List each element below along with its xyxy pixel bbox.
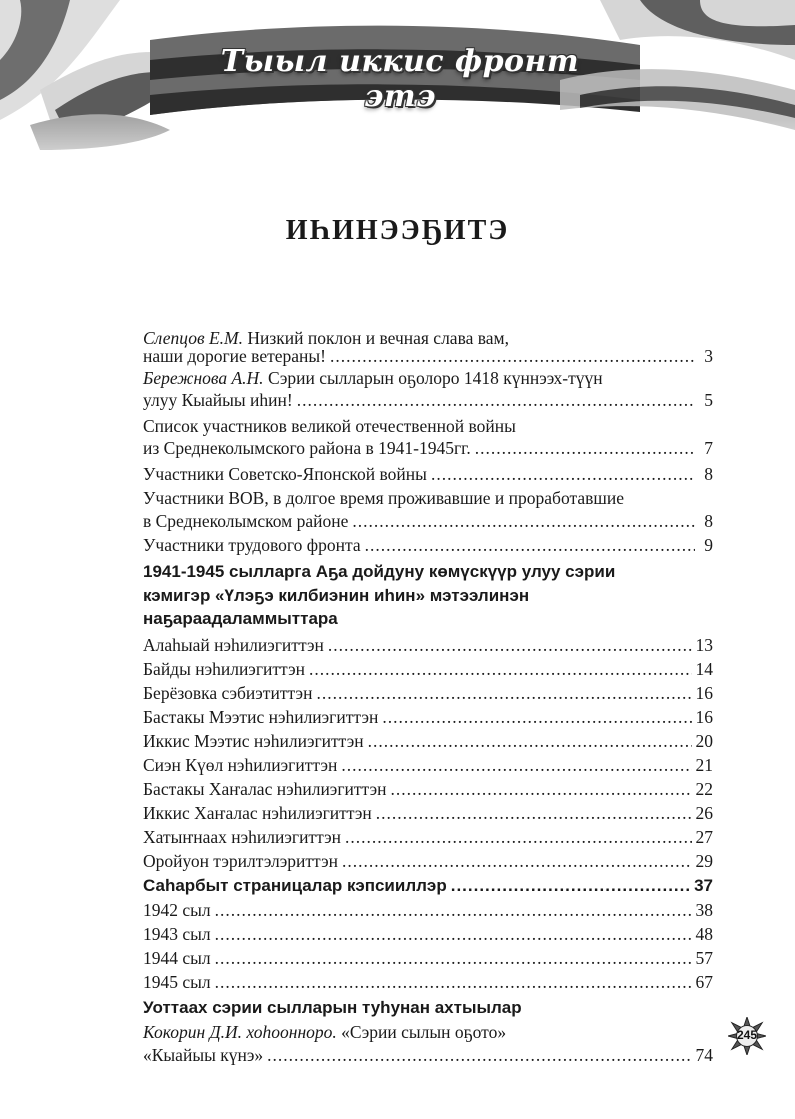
toc-leader-dots xyxy=(451,875,690,897)
toc-entry-text xyxy=(143,415,516,437)
toc-leader-dots xyxy=(297,389,695,411)
toc-page-number: 20 xyxy=(695,731,713,751)
toc-leader-dots xyxy=(328,634,692,656)
toc-entry-text xyxy=(143,561,615,583)
toc-entry-text xyxy=(143,923,211,945)
toc-entry-text xyxy=(143,510,348,532)
toc-entry xyxy=(143,585,713,607)
toc-entry-text xyxy=(143,585,529,607)
toc-entry-title: Иккис Хаҥалас нэһилиэгиттэн xyxy=(143,803,372,823)
toc-page-number: 16 xyxy=(695,707,713,727)
toc-leader-dots xyxy=(475,437,695,459)
toc-entry-text xyxy=(143,463,427,485)
toc-entry-title: Хатыҥнаах нэһилиэгиттэн xyxy=(143,827,342,847)
toc-entry-title: 1941-1945 сылларга Аҕа дойдуну көмүскүүр улуу сэрии xyxy=(143,562,616,581)
toc-entry xyxy=(143,971,713,993)
toc-entry-text xyxy=(143,706,378,728)
toc-entry-text xyxy=(143,345,326,367)
toc-entry-text xyxy=(143,850,338,872)
toc-entry xyxy=(143,997,713,1019)
toc-entry-title: Список участников великой отечественной войны xyxy=(143,416,516,436)
toc-entry xyxy=(143,802,713,824)
toc-page-number: 8 xyxy=(704,511,713,531)
toc-entry-title: «Кыайыы күнэ» xyxy=(143,1045,264,1065)
toc-entry-title: улуу Кыайыы иһин! xyxy=(143,390,293,410)
toc-entry-text xyxy=(143,534,361,556)
toc-entry xyxy=(143,875,713,897)
toc-entry-title: 1944 сыл xyxy=(143,948,211,968)
toc-page-number: 9 xyxy=(704,535,713,555)
toc-entry-text xyxy=(143,437,471,459)
toc-entry-text xyxy=(143,971,211,993)
toc-entry xyxy=(143,706,713,728)
toc-entry xyxy=(143,415,713,437)
toc-entry xyxy=(143,561,713,583)
toc-entry-title: Сэрии сылларын оҕолоро 1418 күннээх-түүн xyxy=(263,368,603,388)
toc-page-number: 27 xyxy=(695,827,713,847)
toc-leader-dots xyxy=(345,826,691,848)
toc-entry-title: Участники ВОВ, в долгое время проживавшие и проработавшие xyxy=(143,488,624,508)
toc-leader-dots xyxy=(215,971,692,993)
toc-entry xyxy=(143,634,713,656)
toc-entry xyxy=(143,947,713,969)
toc-entry-text xyxy=(143,754,337,776)
toc-page-number: 38 xyxy=(695,900,713,920)
toc-entry-title: Уоттаах сэрии сылларын туһунан ахтыылар xyxy=(143,998,522,1017)
toc-entry xyxy=(143,754,713,776)
toc-entry xyxy=(143,367,713,389)
toc-leader-dots xyxy=(341,754,691,776)
toc-page-number: 8 xyxy=(704,464,713,484)
toc-leader-dots xyxy=(390,778,691,800)
toc-entry xyxy=(143,389,713,411)
toc-entry-text xyxy=(143,875,447,897)
toc-entry-title: 1945 сыл xyxy=(143,972,211,992)
toc-page-number: 48 xyxy=(695,924,713,944)
toc-page-number: 57 xyxy=(695,948,713,968)
toc-entry-text xyxy=(143,1044,263,1066)
toc-entry-text xyxy=(143,634,324,656)
toc-entry-title: Бастакы Хаҥалас нэһилиэгиттэн xyxy=(143,779,387,799)
toc-entry xyxy=(143,487,713,509)
toc-entry-text xyxy=(143,826,341,848)
toc-entry-author: Бережнова А.Н. xyxy=(143,368,264,388)
toc-leader-dots xyxy=(215,899,692,921)
toc-page-number: 67 xyxy=(695,972,713,992)
toc-entry-text xyxy=(143,608,338,630)
toc-entry xyxy=(143,1021,713,1043)
toc-leader-dots xyxy=(376,802,692,824)
toc-page-number: 16 xyxy=(695,683,713,703)
toc-entry-title: «Сэрии сылын оҕото» xyxy=(336,1022,507,1042)
toc-entry xyxy=(143,730,713,752)
toc-leader-dots xyxy=(316,682,691,704)
toc-entry xyxy=(143,510,713,532)
toc-entry-text xyxy=(143,802,372,824)
toc-entry xyxy=(143,534,713,556)
toc-leader-dots xyxy=(352,510,695,532)
toc-entry-title: Бастакы Мээтис нэһилиэгиттэн xyxy=(143,707,379,727)
toc-entry xyxy=(143,437,713,459)
toc-entry-author: Слепцов Е.М. xyxy=(143,328,243,348)
toc-leader-dots xyxy=(382,706,691,728)
toc-entry xyxy=(143,658,713,680)
toc-page-number: 5 xyxy=(704,390,713,410)
page-number: 245 xyxy=(736,1028,758,1042)
toc-entry xyxy=(143,463,713,485)
toc-entry-title: Берёзовка сэбиэтиттэн xyxy=(143,683,313,703)
toc-leader-dots xyxy=(330,345,695,367)
toc-page-number: 29 xyxy=(695,851,713,871)
toc-entry xyxy=(143,899,713,921)
toc-leader-dots xyxy=(267,1044,691,1066)
toc-leader-dots xyxy=(368,730,692,752)
toc-entry xyxy=(143,923,713,945)
toc-entry-title: Низкий поклон и вечная слава вам, xyxy=(242,328,509,348)
toc-leader-dots xyxy=(431,463,695,485)
toc-entry-title: Саһарбыт страницалар кэпсииллэр xyxy=(143,876,447,895)
toc-entry-title: кэмигэр «Үлэҕэ килбиэнин иһин» мэтээлинэн xyxy=(143,586,530,605)
toc-entry-title: Оройуон тэрилтэлэриттэн xyxy=(143,851,338,871)
toc-page-number: 3 xyxy=(704,346,713,366)
toc-page-number: 13 xyxy=(695,635,713,655)
toc-page-number: 26 xyxy=(695,803,713,823)
toc-page-number: 14 xyxy=(695,659,713,679)
toc-entry-text xyxy=(143,658,305,680)
toc-entry xyxy=(143,850,713,872)
toc-page-number: 37 xyxy=(694,876,713,895)
toc-entry-title: Участники трудового фронта xyxy=(143,535,361,555)
toc-entry-text xyxy=(143,1021,506,1043)
toc-entry-title: Иккис Мээтис нэһилиэгиттэн xyxy=(143,731,364,751)
toc-leader-dots xyxy=(365,534,695,556)
toc-entry-text xyxy=(143,389,293,411)
toc-entry-title: в Среднеколымском районе xyxy=(143,511,349,531)
toc-entry-text xyxy=(143,899,211,921)
toc-entry-text xyxy=(143,367,603,389)
toc-leader-dots xyxy=(309,658,692,680)
toc-entry-text xyxy=(143,947,211,969)
toc-entry-text xyxy=(143,730,364,752)
toc-entry-title: из Среднеколымского района в 1941-1945гг. xyxy=(143,438,471,458)
toc-entry-text xyxy=(143,997,522,1019)
toc-entry-title: 1943 сыл xyxy=(143,924,211,944)
toc-entry-author: Кокорин Д.И. хоһооннoро. xyxy=(143,1022,337,1042)
toc-entry-text xyxy=(143,682,312,704)
toc-entry xyxy=(143,826,713,848)
toc-entry-title: 1942 сыл xyxy=(143,900,211,920)
toc-entry-text xyxy=(143,487,624,509)
toc-page-number: 22 xyxy=(695,779,713,799)
toc-entry xyxy=(143,682,713,704)
toc-page-number: 21 xyxy=(695,755,713,775)
page-title: ИҺИНЭЭҔИТЭ xyxy=(285,215,510,246)
toc-entry-title: наши дорогие ветераны! xyxy=(143,346,326,366)
toc-entry-title: наҕараадаламмыттара xyxy=(143,609,338,628)
toc-entry-title: Байды нэһилиэгиттэн xyxy=(143,659,305,679)
toc-entry-title: Участники Советско-Японской войны xyxy=(143,464,427,484)
banner-title: Тыыл иккис фронт этэ xyxy=(220,44,580,114)
toc-entry-title: Сиэн Күөл нэһилиэгиттэн xyxy=(143,755,338,775)
toc-entry xyxy=(143,1044,713,1066)
toc-entry-text xyxy=(143,778,386,800)
toc-entry-title: Алаһыай нэһилиэгиттэн xyxy=(143,635,324,655)
toc-entry xyxy=(143,608,713,630)
toc-page-number: 74 xyxy=(695,1045,713,1065)
toc-page-number: 7 xyxy=(704,438,713,458)
toc-entry xyxy=(143,345,713,367)
toc-leader-dots xyxy=(215,947,692,969)
toc-entry xyxy=(143,778,713,800)
toc-leader-dots xyxy=(215,923,692,945)
toc-leader-dots xyxy=(342,850,692,872)
